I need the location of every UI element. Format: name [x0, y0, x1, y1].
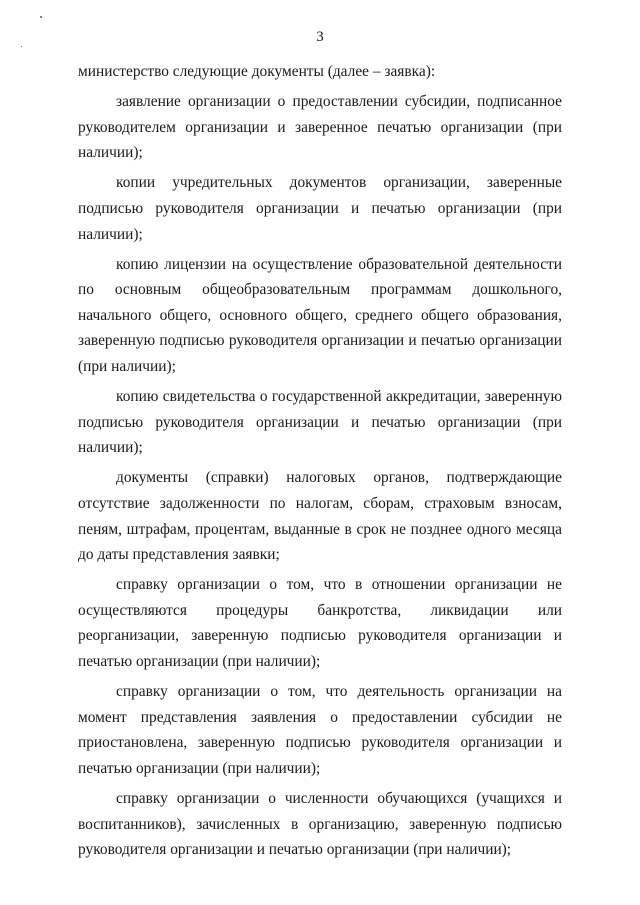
page-number: 3	[316, 29, 324, 45]
paragraph-license-copy: копию лицензии на осуществление образовательной деятельности по основным общеобразовательным программам дошкольного, начального общего, основного общего, среднего общего образования, заверенную подписью руководителя организации и печатью организации (при наличии);	[78, 255, 562, 376]
paragraph-student-count-certificate: справку организации о численности обучающихся (учащихся и воспитанников), зачисленных в организацию, заверенную подписью руководителя организации и печатью организации (при наличии);	[78, 790, 562, 859]
paragraph-intro: министерство следующие документы (далее – заявка):	[78, 63, 436, 80]
paragraph-accreditation-copy: копию свидетельства о государственной аккредитации, заверенную подписью руководителя организации и печатью организации (при наличии);	[78, 388, 562, 457]
paragraph-tax-certificates: документы (справки) налоговых органов, подтверждающие отсутствие задолженности по налогам, сборам, страховым взносам, пеням, штрафам, процентам, выданные в срок не позднее одного месяца до даты представления заявки;	[78, 469, 562, 564]
paragraph-bankruptcy-certificate: справку организации о том, что в отношении организации не осуществляются процедуры банкротства, ликвидации или реорганизации, заверенную подписью руководителя организации и печатью организации (при наличии);	[78, 576, 562, 671]
paragraph-founding-documents: копии учредительных документов организации, заверенные подписью руководителя организации и печатью организации (при наличии);	[78, 174, 562, 243]
paragraph-activity-certificate: справку организации о том, что деятельность организации на момент представления заявления о предоставлении субсидии не приостановлена, заверенную подписью руководителя организации и печатью организации (при наличии);	[78, 683, 562, 777]
paragraph-application: заявление организации о предоставлении субсидии, подписанное руководителем организации и заверенное печатью организации (при наличии);	[78, 93, 562, 162]
scan-speck	[40, 16, 42, 18]
scan-speck	[21, 46, 22, 47]
document-body	[78, 59, 562, 867]
